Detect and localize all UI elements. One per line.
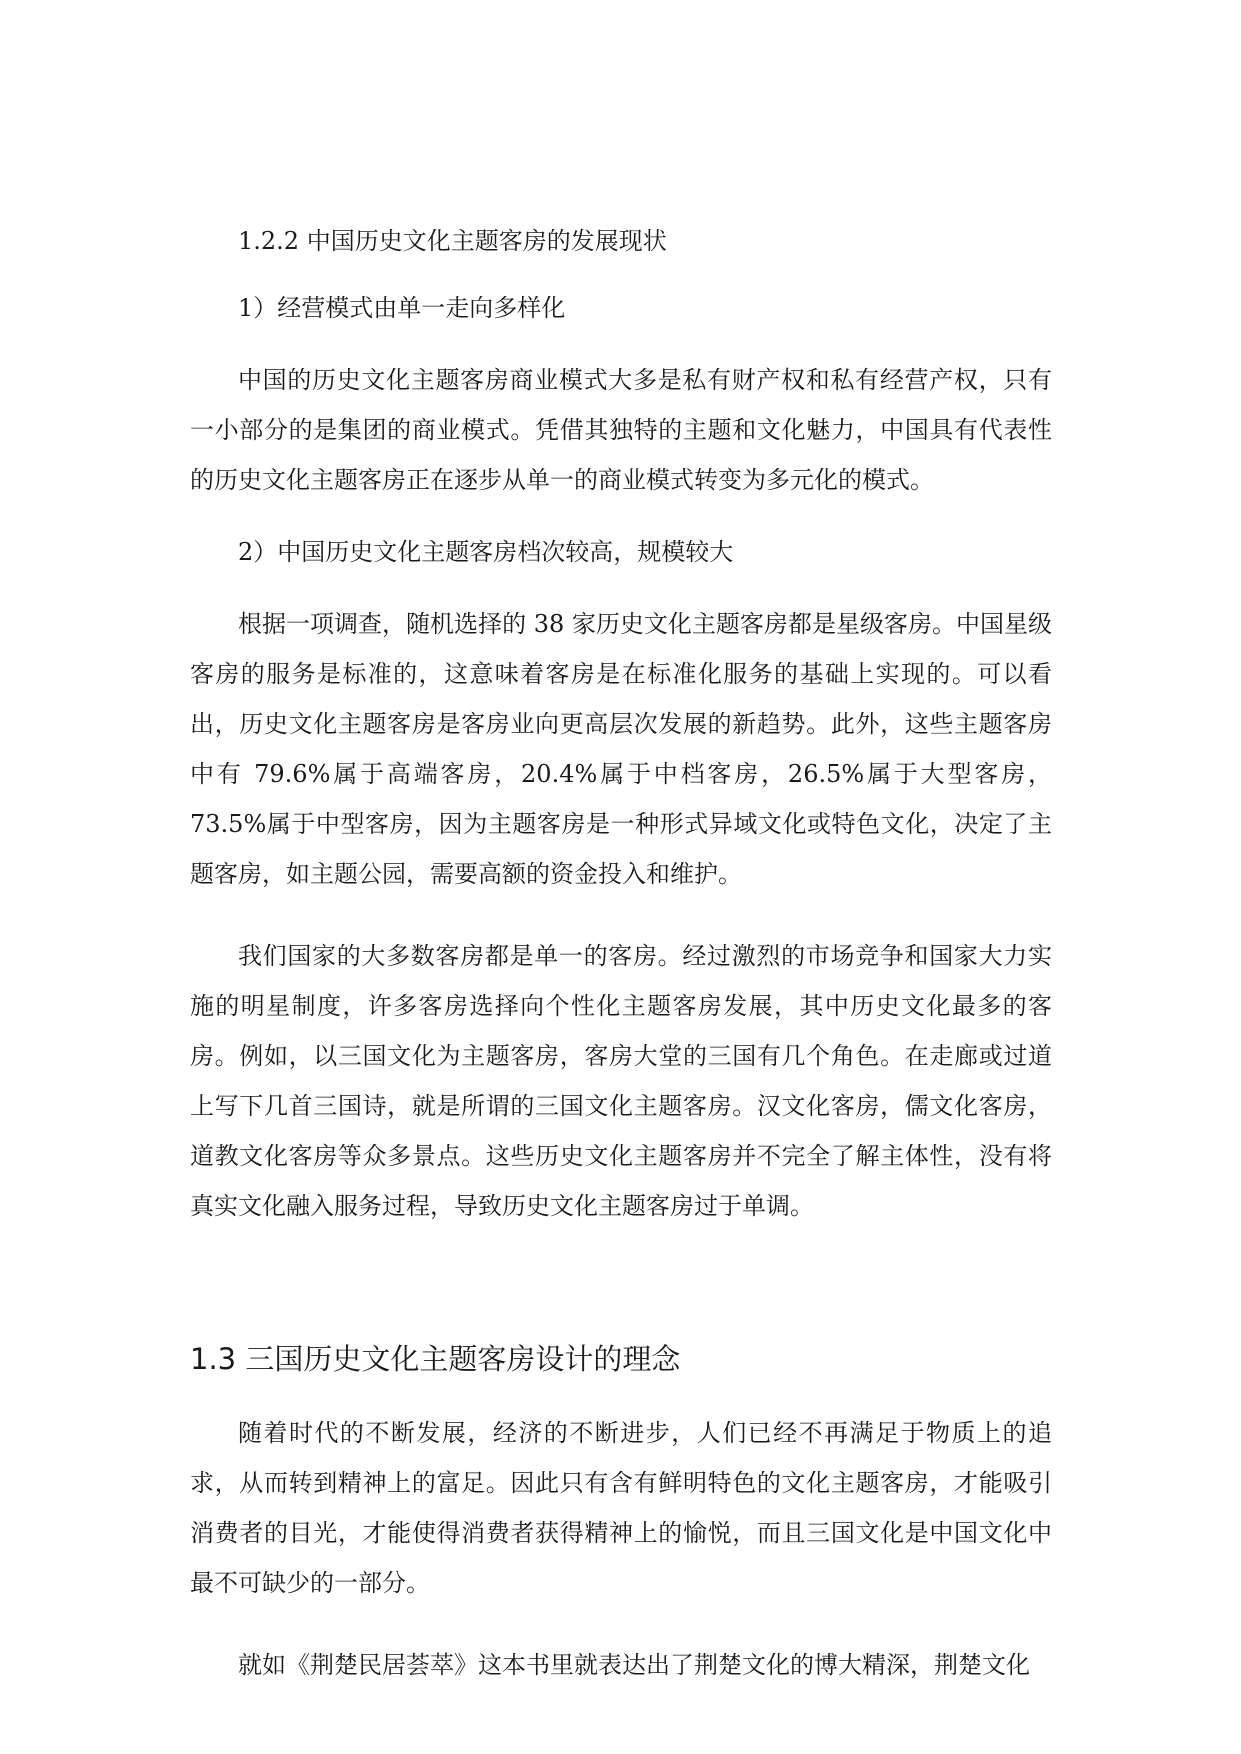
subsection-1-heading: 1）经营模式由单一走向多样化 <box>238 294 566 322</box>
subsection-2-paragraph-2: 我们国家的大多数客房都是单一的客房。经过激烈的市场竞争和国家大力实施的明星制度，许多客房选择向个性化主题客房发展，其中历史文化最多的客房。例如，以三国文化为主题客房，客房大堂的三国有几个角色。在走廊或过道上写下几首三国诗，就是所谓的三国文化主题客房。汉文化客房，儒文化客房，道教文化客房等众多景点。这些历史文化主题客房并不完全了解主体性，没有将真实文化融入服务过程，导致历史文化主题客房过于单调。 <box>190 942 1052 1220</box>
subsection-2-paragraph-1: 根据一项调查，随机选择的 38 家历史文化主题客房都是星级客房。中国星级客房的服务是标准的，这意味着客房是在标准化服务的基础上实现的。可以看出，历史文化主题客房是客房业向更高层次发展的新趋势。此外，这些主题客房中有 79.6%属于高端客房，20.4%属于中档客房，26.5%属于大型客房，73.5%属于中型客房，因为主题客房是一种形式异域文化或特色文化，决定了主题客房，如主题公园，需要高额的资金投入和维护。 <box>190 610 1052 888</box>
section-1-3-heading: 1.3 三国历史文化主题客房设计的理念 <box>190 1342 681 1376</box>
subsection-1-paragraph: 中国的历史文化主题客房商业模式大多是私有财产权和私有经营产权，只有一小部分的是集团的商业模式。凭借其独特的主题和文化魅力，中国具有代表性的历史文化主题客房正在逐步从单一的商业模式转变为多元化的模式。 <box>190 366 1052 494</box>
page-content <box>190 221 1052 1690</box>
section-1-3-paragraph-1: 随着时代的不断发展，经济的不断进步，人们已经不再满足于物质上的追求，从而转到精神上的富足。因此只有含有鲜明特色的文化主题客房，才能吸引消费者的目光，才能使得消费者获得精神上的愉悦，而且三国文化是中国文化中最不可缺少的一部分。 <box>190 1419 1052 1597</box>
section-1-3-paragraph-2: 就如《荆楚民居荟萃》这本书里就表达出了荆楚文化的博大精深，荆楚文化 <box>238 1651 1030 1679</box>
subsection-2-heading: 2）中国历史文化主题客房档次较高，规模较大 <box>238 538 734 566</box>
section-1-2-2-heading: 1.2.2 中国历史文化主题客房的发展现状 <box>238 227 667 255</box>
